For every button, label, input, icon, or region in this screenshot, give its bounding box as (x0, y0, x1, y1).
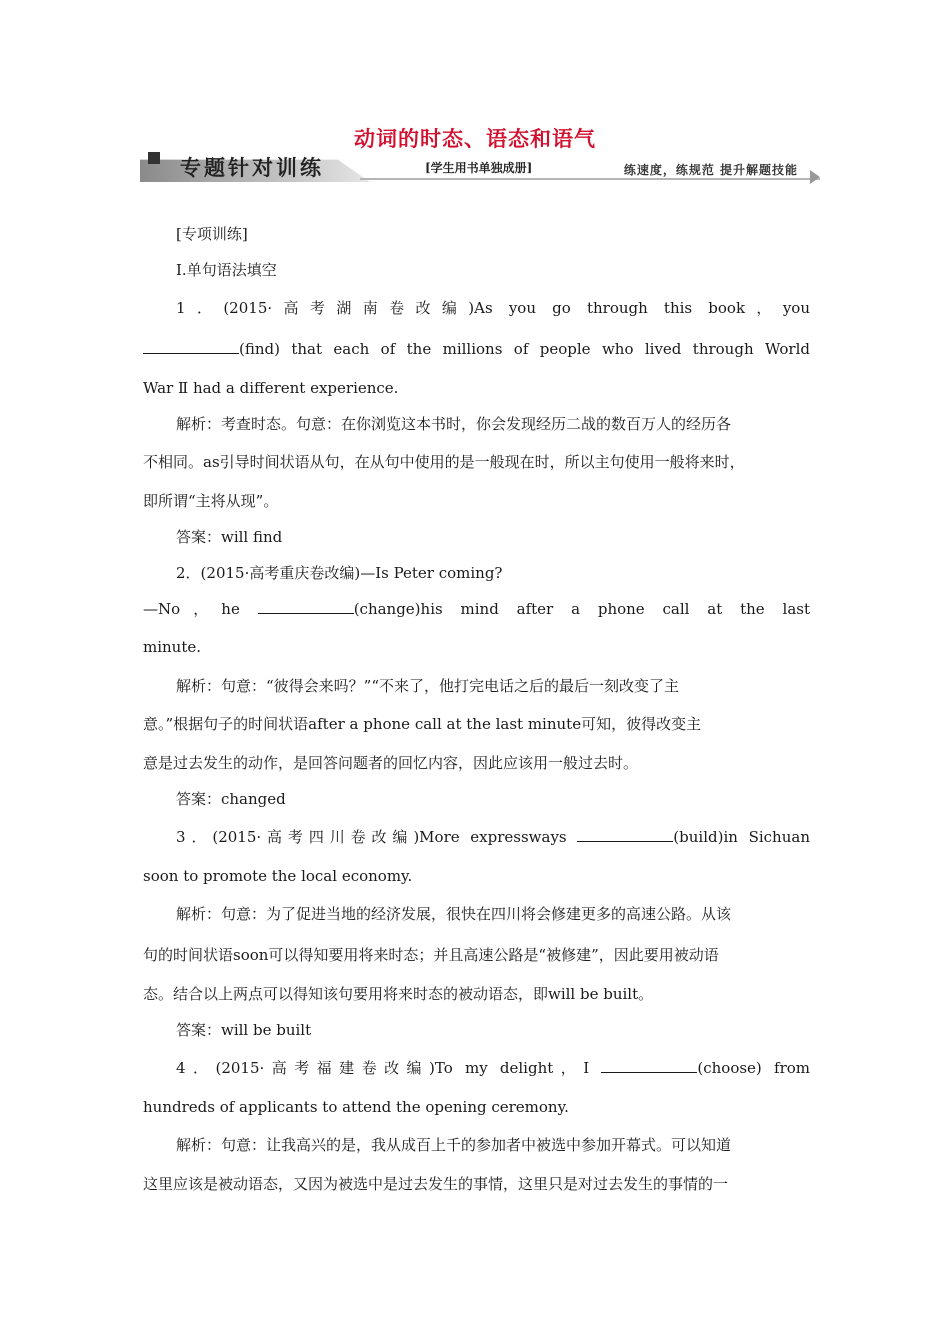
answer-3: 答案：will be built (176, 1021, 312, 1039)
banner-divider (360, 178, 820, 180)
explanation-2-line-2: 意。”根据句子的时间状语after a phone call at the last minute可知，彼得改变主 (143, 715, 702, 733)
arrow-right-icon (810, 170, 820, 184)
question-1-line-2 (143, 329, 810, 370)
answer-blank (258, 601, 354, 614)
page-title: 动词的时态、语态和语气 (354, 127, 596, 151)
explanation-4-line-1: 解析：句意：让我高兴的是，我从成百上千的参加者中被选中参加开幕式。可以知道 (176, 1136, 732, 1154)
explanation-3-line-2: 句的时间状语soon可以得知要用将来时态；并且高速公路是“被修建”，因此要用被动语 (143, 946, 719, 964)
question-2-line-3: minute. (143, 638, 202, 656)
question-3-prefix: 3．(2015·高考四川卷改编)More expressways (176, 828, 567, 846)
answer-blank (601, 1060, 697, 1073)
question-2-text: (change)his mind after a phone call at the last (353, 600, 810, 618)
explanation-1-line-3: 即所谓“主将从现”。 (143, 492, 279, 510)
explanation-1-line-2: 不相同。as引导时间状语从句，在从句中使用的是一般现在时，所以主句使用一般将来时， (143, 453, 745, 471)
question-3-line-2: soon to promote the local economy. (143, 867, 413, 885)
banner-label: 专题针对训练 (180, 156, 324, 180)
explanation-3-line-3: 态。结合以上两点可以得知该句要用将来时态的被动语态，即will be built。 (143, 985, 654, 1003)
exercise-content (143, 216, 810, 1202)
section-label: [专项训练] (176, 225, 248, 243)
explanation-4-line-2: 这里应该是被动语态，又因为被选中是过去发生的事情，这里只是对过去发生的事情的一 (143, 1175, 729, 1193)
section-banner (140, 150, 820, 186)
part-heading: Ⅰ.单句语法填空 (176, 261, 277, 279)
question-3-line-1 (143, 817, 810, 858)
explanation-2-line-3: 意是过去发生的动作，是回答问题者的回忆内容，因此应该用一般过去时。 (143, 754, 639, 772)
explanation-2-line-1: 解析：句意：“彼得会来吗？”“不来了，他打完电话之后的最后一刻改变了主 (176, 677, 680, 695)
question-1-line-1: 1．(2015·高考湖南卷改编)As you go through this book，you (176, 299, 810, 317)
question-4-line-2: hundreds of applicants to attend the opening ceremony. (143, 1098, 569, 1116)
banner-tagline: 练速度，练规范 提升解题技能 (623, 163, 798, 177)
banner-subtitle: [学生用书单独成册] (425, 161, 533, 175)
answer-2: 答案：changed (176, 790, 286, 808)
question-4-text: (choose) from (697, 1059, 810, 1077)
question-1-line-3: War Ⅱ had a different experience. (143, 379, 399, 397)
question-2-prefix: —No，he (143, 600, 240, 618)
square-marker-icon (148, 152, 160, 164)
explanation-1-line-1: 解析：考查时态。句意：在你浏览这本书时，你会发现经历二战的数百万人的经历各 (176, 415, 732, 433)
explanation-3-line-1: 解析：句意：为了促进当地的经济发展，很快在四川将会修建更多的高速公路。从该 (176, 905, 732, 923)
question-1-text: (find) that each of the millions of people who lived through World (239, 340, 810, 358)
question-3-text: (build)in Sichuan (673, 828, 810, 846)
question-4-line-1 (143, 1048, 810, 1089)
question-2-line-1: 2．(2015·高考重庆卷改编)—Is Peter coming? (176, 564, 503, 582)
answer-blank (143, 341, 239, 354)
answer-1: 答案：will find (176, 528, 283, 546)
question-2-line-2 (143, 591, 810, 627)
question-4-prefix: 4．(2015·高考福建卷改编)To my delight，I (176, 1059, 590, 1077)
answer-blank (577, 829, 673, 842)
